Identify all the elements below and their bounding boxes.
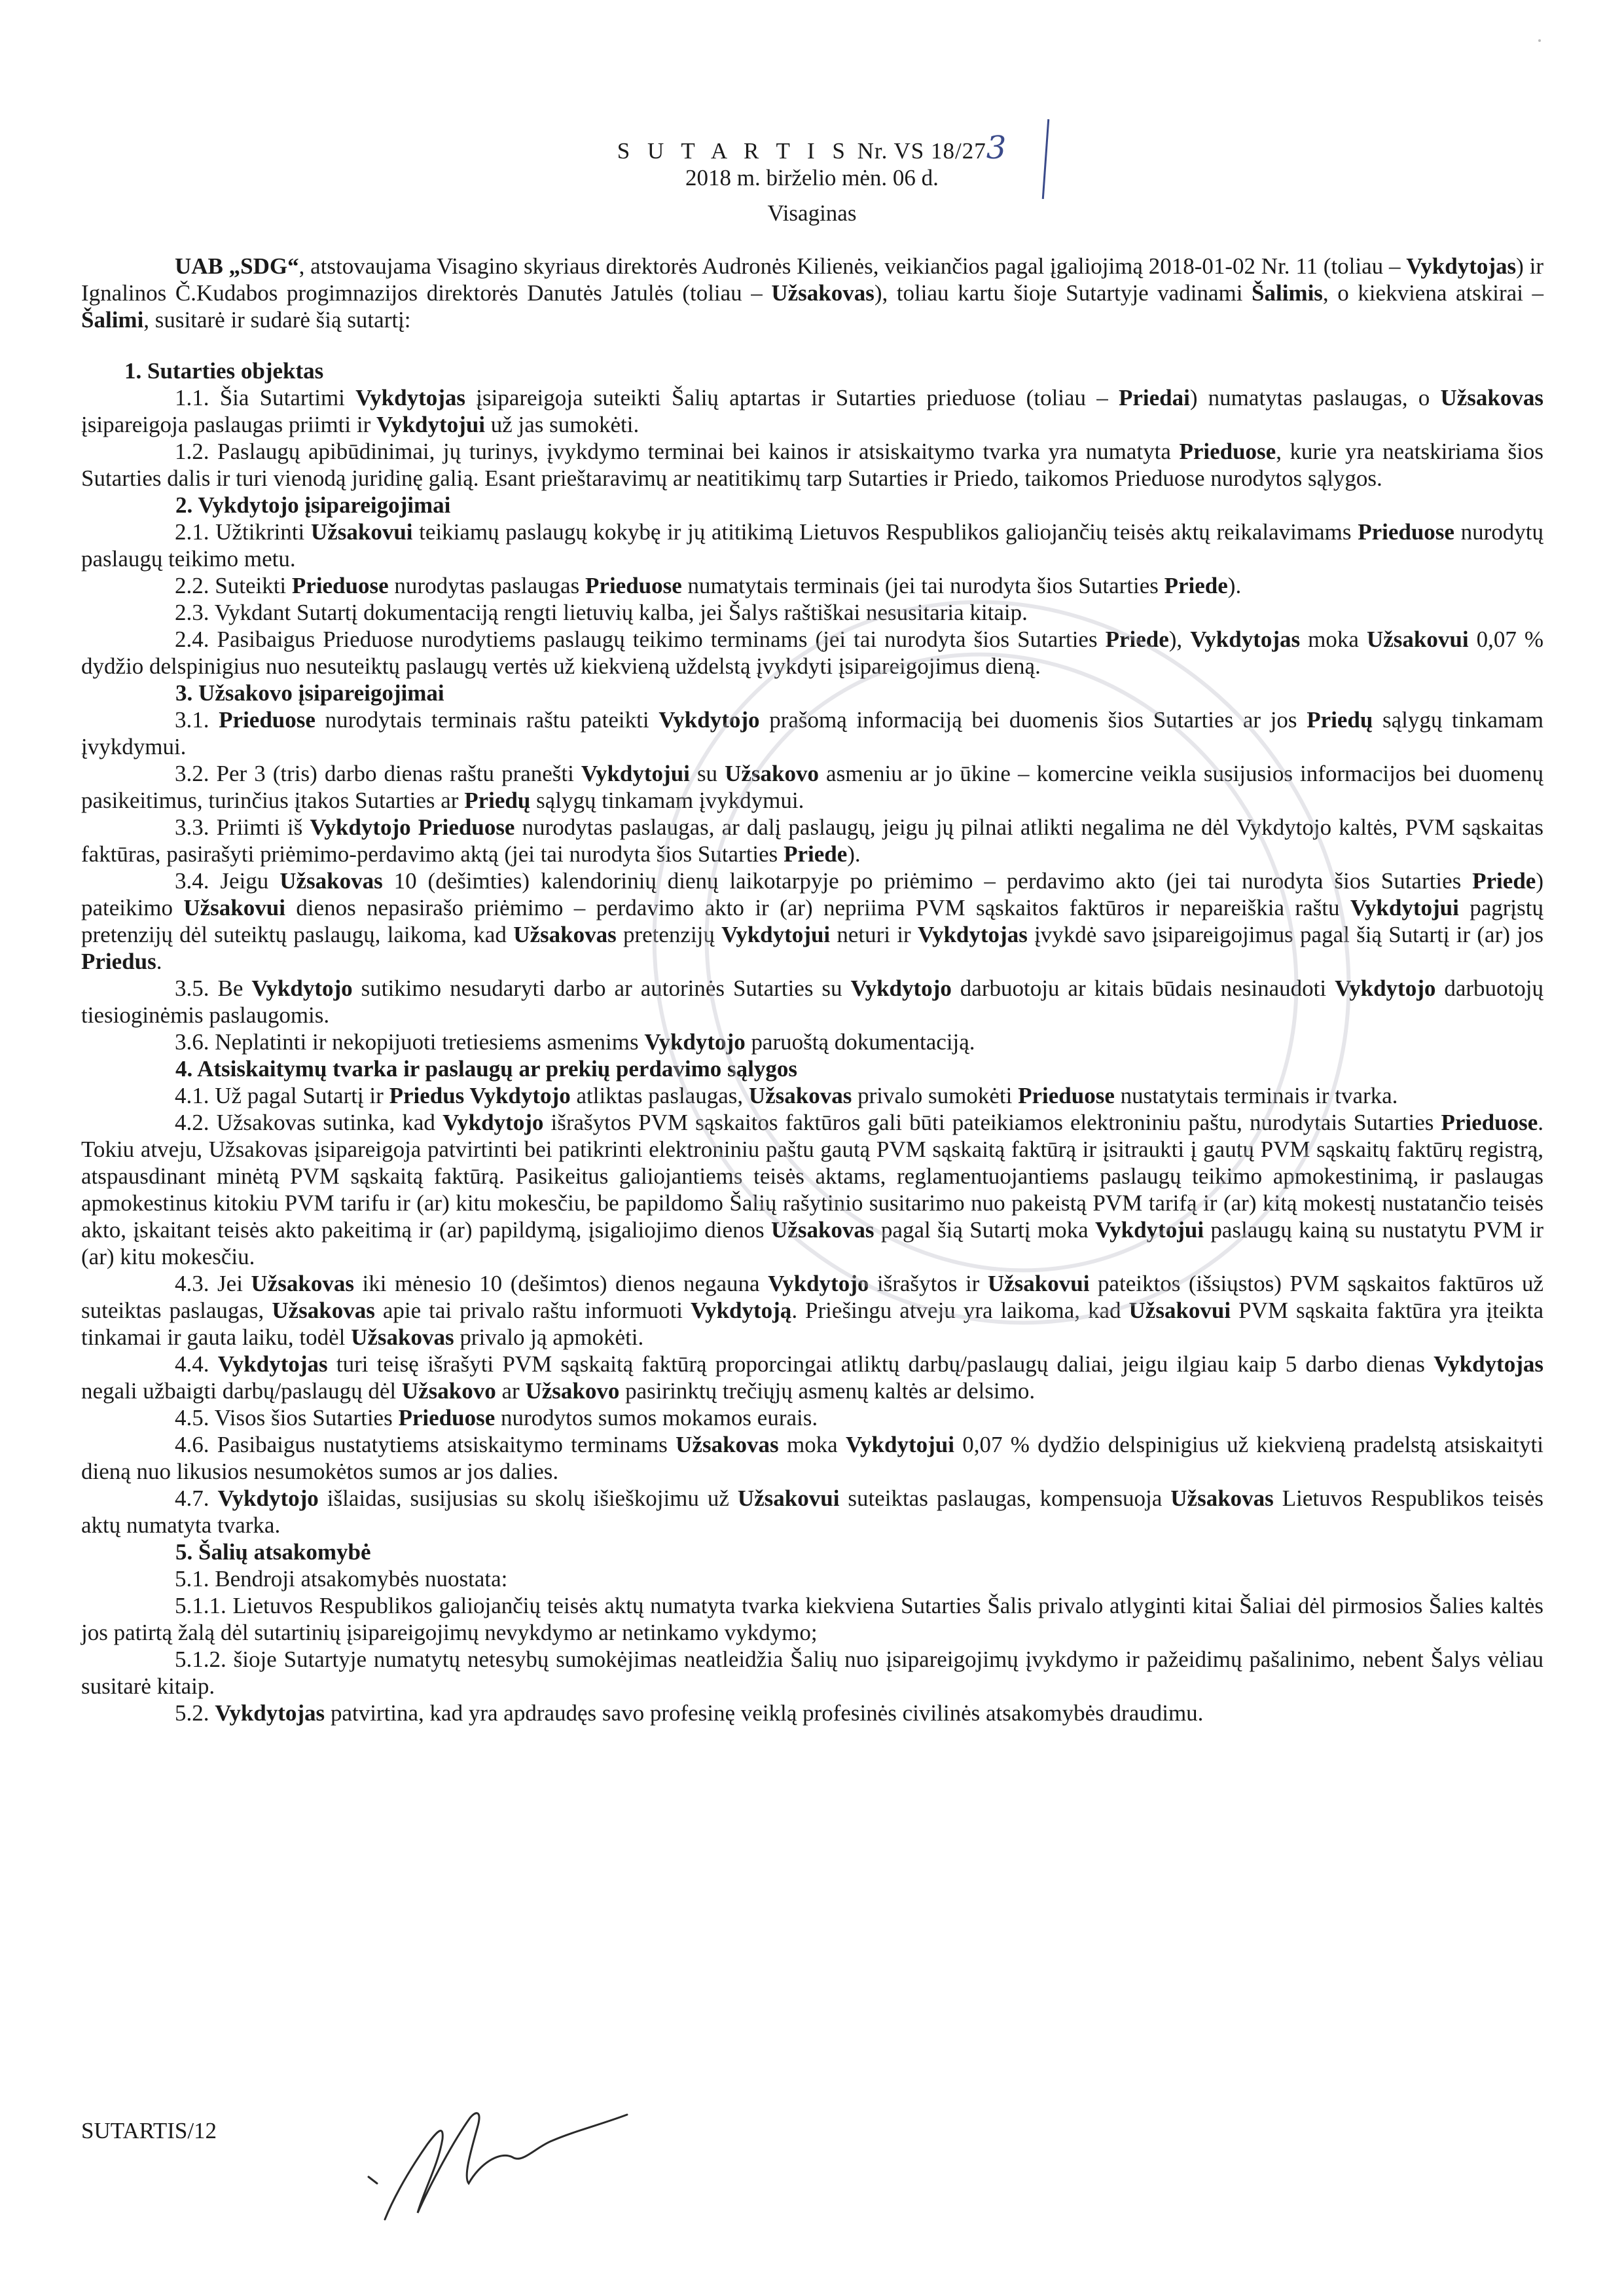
clause-3-4: 3.4. Jeigu Užsakovas 10 (dešimties) kalendorinių dienų laikotarpyje po priėmimo – perdavimo akto (jei tai nurodyta šios Sutarties Priede) pateikimo Užsakovui dienos nepasirašo priėmimo – perdavimo akto ir (ar) nepriima PVM sąskaitos faktūros ir nepareiškia raštu Vykdytojui pagrįstų pretenzijų dėl suteiktų paslaugų, laikoma, kad Užsakovas pretenzijų Vykdytojui neturi ir Vykdytojas įvykdė savo įsipareigojimus pagal šią Sutartį ir (ar) jos Priedus. [81,868,1543,974]
clause-5-1-2: 5.1.2. šioje Sutartyje numatytų netesybų sumokėjimas neatleidžia Šalių nuo įsipareigojimų įvykdymo ir pažeidimų pašalinimo, nebent Šalys vėliau susitarė kitaip. [81,1647,1543,1699]
clause-1-1: 1.1. Šia Sutartimi Vykdytojas įsipareigoja suteikti Šalių aptartas ir Sutarties prieduose (toliau – Priedai) numatytas paslaugas, o Užsakovas įsipareigoja paslaugas priimti ir Vykdytojui už jas sumokėti. [81,385,1543,437]
clause-5-1-1: 5.1.1. Lietuvos Respublikos galiojančių teisės aktų numatyta tvarka kiekviena Sutarties Šalis privalo atlyginti kitai Šaliai dėl pirmosios Šalies kaltės jos patirtą žalą dėl sutartinių įsipareigojimų nevykdymo ar netinkamo vykdymo; [81,1593,1543,1645]
signature-image [365,2079,640,2229]
section-5-heading: 5. Šalių atsakomybė [175,1539,371,1565]
section-4-heading: 4. Atsiskaitymų tvarka ir paslaugų ar prekių perdavimo sąlygos [175,1056,798,1082]
clause-5-2: 5.2. Vykdytojas patvirtina, kad yra apdraudęs savo profesinę veiklą profesinės civilinės atsakomybės draudimu. [175,1700,1204,1726]
clause-4-2: 4.2. Užsakovas sutinka, kad Vykdytojo išrašytos PVM sąskaitos faktūros gali būti pateikiamos elektroniniu paštu, nurodytais Sutarties Prieduose. Tokiu atveju, Užsakovas įsipareigoja patvirtinti bei patikrinti elektroniniu paštu gautą PVM sąskaitą faktūrą ir įsitraukti į gautų PVM sąskaitų faktūrų registrą, atspausdinant minėtą PVM sąskaitą faktūrą. Pasikeitus galiojantiems teisės aktams, reglamentuojantiems paslaugų teikimo apmokestinimą, ir paslaugas apmokestinus kitokiu PVM tarifu ir (ar) kitu mokesčiu, be papildomo Šalių rašytinio susitarimo nuo pakeistą PVM tarifą ir (ar) kitą mokestį nustatančio teisės akto, įskaitant teisės akto pakeitimą ir (ar) papildymą, įsigaliojimo dienos Užsakovas pagal šią Sutartį moka Vykdytojui paslaugų kainą su nustatytu PVM ir (ar) kitu mokesčiu. [81,1110,1544,1269]
clause-4-6: 4.6. Pasibaigus nustatytiems atsiskaitymo terminams Užsakovas moka Vykdytojui 0,07 % dydžio delspinigius už kiekvieną pradelstą atsiskaityti dieną nuo likusios nesumokėtos sumos ar jos dalies. [81,1432,1543,1484]
clause-4-1: 4.1. Už pagal Sutartį ir Priedus Vykdytojo atliktas paslaugas, Užsakovas privalo sumokėti Prieduose nustatytais terminais ir tvarka. [175,1083,1398,1108]
intro-paragraph: UAB „SDG“, atstovaujama Visagino skyriaus direktorės Audronės Kilienės, veikiančios pagal įgaliojimą 2018-01-02 Nr. 11 (toliau – Vykdytojas) ir Ignalinos Č.Kudabos progimnazijos direktorės Danutės Jatulės (toliau – Užsakovas), toliau kartu šioje Sutartyje vadinami Šalimis, o kiekviena atskirai – Šalimi, susitarė ir sudarė šią sutartį: [81,253,1544,333]
document-code: SUTARTIS/12 [81,2118,217,2143]
clause-2-3: 2.3. Vykdant Sutartį dokumentaciją rengti lietuvių kalba, jei Šalys raštiškai nesusitaria kitaip. [175,600,1028,625]
clause-1-2: 1.2. Paslaugų apibūdinimai, jų turinys, įvykdymo terminai bei kainos ir atsiskaitymo tvarka yra numatyta Prieduose, kurie yra neatskiriama šios Sutarties dalis ir turi vienodą juridinę galią. Esant prieštaravimų ar neatitikimų tarp Sutarties ir Priedo, taikomos Prieduose nurodytos sąlygos. [81,439,1543,491]
contract-title [0,130,1624,166]
clause-3-1: 3.1. Prieduose nurodytais terminais raštu pateikti Vykdytojo prašomą informaciją bei duomenis šios Sutarties ar jos Priedų sąlygų tinkamam įvykdymui. [81,707,1543,759]
section-1-heading: 1. Sutarties objektas [124,358,324,384]
section-3-heading: 3. Užsakovo įsipareigojimai [175,680,444,706]
clause-5-1: 5.1. Bendroji atsakomybės nuostata: [175,1566,508,1592]
clause-3-5: 3.5. Be Vykdytojo sutikimo nesudaryti darbo ar autorinės Sutarties su Vykdytojo darbuotoju ar kitais būdais nesinaudoti Vykdytojo darbuotojų tiesioginėmis paslaugomis. [81,975,1543,1028]
clause-2-4: 2.4. Pasibaigus Prieduose nurodytiems paslaugų teikimo terminams (jei tai nurodyta šios Sutarties Priede), Vykdytojas moka Užsakovui 0,07 % dydžio delspinigius nuo nesuteiktų paslaugų vertės už kiekvieną uždelstą įvykdyti įsipareigojimus dieną. [81,627,1544,679]
scan-speck [1538,39,1541,42]
clause-2-1: 2.1. Užtikrinti Užsakovui teikiamų paslaugų kokybę ir jų atitikimą Lietuvos Respublikos galiojančių teisės aktų reikalavimams Prieduose nurodytų paslaugų teikimo metu. [81,519,1543,572]
clause-3-2: 3.2. Per 3 (tris) darbo dienas raštu pranešti Vykdytojui su Užsakovo asmeniu ar jo ūkine – komercine veikla susijusios informacijos bei duomenų pasikeitimus, turinčius įtakos Sutarties ar Priedų sąlygų tinkamam įvykdymui. [81,761,1544,813]
handwritten-number: 3 [986,130,1007,166]
clause-2-2: 2.2. Suteikti Prieduose nurodytas paslaugas Prieduose numatytais terminais (jei tai nurodyta šios Sutarties Priede). [175,573,1242,598]
clause-4-5: 4.5. Visos šios Sutarties Prieduose nurodytos sumos mokamos eurais. [175,1405,818,1430]
faded-stamp [576,537,1427,1388]
clause-4-4: 4.4. Vykdytojas turi teisę išrašyti PVM sąskaitą faktūrą proporcingai atliktų darbų/paslaugų daliai, jeigu ilgiau kaip 5 darbo dienas Vykdytojas negali užbaigti darbų/paslaugų dėl Užsakovo ar Užsakovo pasirinktų trečiųjų asmenų kaltės ar delsimo. [81,1351,1543,1404]
clause-4-3: 4.3. Jei Užsakovas iki mėnesio 10 (dešimtos) dienos negauna Vykdytojo išrašytos ir Užsakovui pateiktos (išsiųstos) PVM sąskaitos faktūros už suteiktas paslaugas, Užsakovas apie tai privalo raštu informuoti Vykdytoją. Priešingu atveju yra laikoma, kad Užsakovui PVM sąskaita faktūra yra įteikta tinkamai ir gauta laiku, todėl Užsakovas privalo ją apmokėti. [81,1271,1544,1350]
clause-4-7: 4.7. Vykdytojo išlaidas, susijusias su skolų išieškojimu už Užsakovui suteiktas paslaugas, kompensuoja Užsakovas Lietuvos Respublikos teisės aktų numatyta tvarka. [81,1485,1544,1538]
section-2-heading: 2. Vykdytojo įsipareigojimai [175,492,451,518]
title-prefix: S U T A R T I S [617,138,851,164]
clause-3-6: 3.6. Neplatinti ir nekopijuoti tretiesiems asmenims Vykdytojo paruoštą dokumentaciją. [175,1029,975,1055]
contract-date: 2018 m. birželio mėn. 06 d. [685,165,939,191]
title-number: Nr. VS 18/27 [857,138,986,164]
clause-3-3: 3.3. Priimti iš Vykdytojo Prieduose nurodytas paslaugas, ar dalį paslaugų, jeigu jų pilnai atlikti negalima ne dėl Vykdytojo kaltės, PVM sąskaitas faktūras, pasirašyti priėmimo-perdavimo aktą (jei tai nurodyta šios Sutarties Priede). [81,814,1543,867]
contract-place: Visaginas [767,200,857,226]
